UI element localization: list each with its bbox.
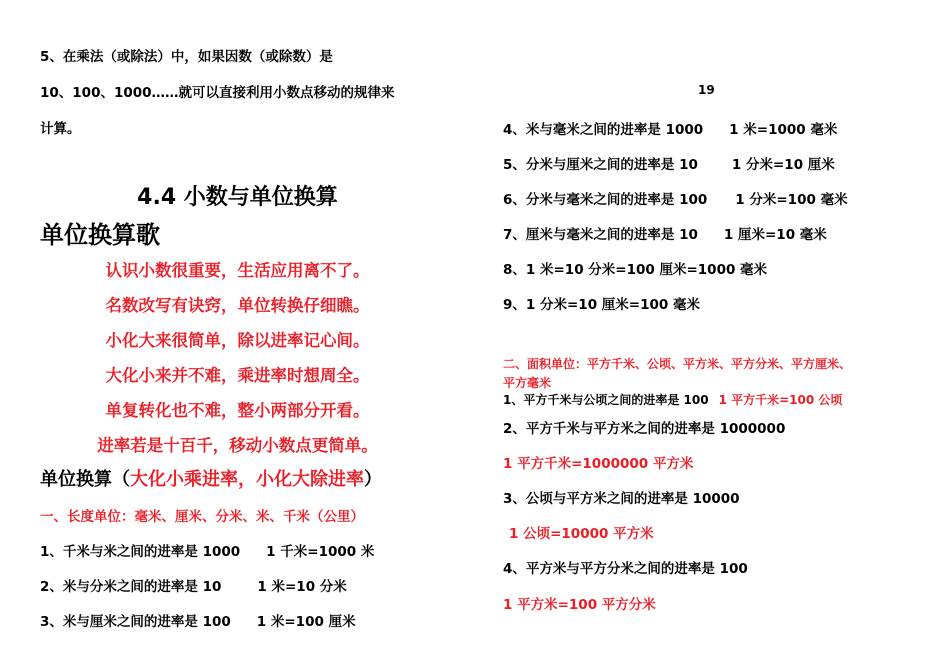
rule-suffix: ） [364, 469, 382, 490]
length-item-2-text: 2、米与分米之间的进率是 10 [40, 579, 222, 595]
area-item-1 [503, 391, 842, 408]
intro-line-3: 计算。 [40, 121, 81, 137]
area-item-4: 4、平方米与平方分米之间的进率是 100 [503, 561, 748, 577]
length-item-9: 9、1 分米=10 厘米=100 毫米 [503, 297, 700, 313]
area-item-2-eq: 1 平方千米=1000000 平方米 [503, 456, 694, 472]
length-item-5-text: 5、分米与厘米之间的进率是 10 [503, 157, 698, 173]
intro-line-2: 10、100、1000……就可以直接利用小数点移动的规律来 [40, 85, 395, 101]
length-item-2 [40, 575, 347, 595]
song-title: 单位换算歌 [40, 221, 160, 249]
area-item-3: 3、公顷与平方米之间的进率是 10000 [503, 491, 740, 507]
poem-line-3: 小化大来很简单，除以进率记心间。 [105, 331, 370, 350]
length-item-3-text: 3、米与厘米之间的进率是 100 [40, 614, 231, 630]
intro-line-1: 5、在乘法（或除法）中，如果因数（或除数）是 [40, 49, 333, 65]
length-units-heading: 一、长度单位：毫米、厘米、分米、米、千米（公里） [40, 509, 364, 525]
length-item-3 [40, 610, 356, 630]
area-units-heading-1: 二、面积单位：平方千米、公顷、平方米、平方分米、平方厘米、 [503, 357, 852, 371]
length-item-6 [503, 188, 848, 208]
area-units-heading-2: 平方毫米 [503, 376, 552, 390]
area-item-4-eq: 1 平方米=100 平方分米 [503, 597, 656, 613]
length-item-4 [503, 118, 837, 138]
poem-line-2: 名数改写有诀窍，单位转换仔细瞧。 [105, 296, 370, 315]
length-item-7-eq: 1 厘米=10 毫米 [723, 227, 827, 243]
poem-line-6: 进率若是十百千，移动小数点更简单。 [97, 436, 378, 455]
length-item-4-eq: 1 米=1000 毫米 [729, 122, 838, 138]
section-title: 4.4 小数与单位换算 [137, 185, 338, 210]
length-item-7-text: 7、厘米与毫米之间的进率是 10 [503, 227, 698, 243]
area-item-1-text: 1、平方千米与公顷之间的进率是 100 [503, 393, 709, 407]
length-item-1 [40, 540, 374, 560]
length-item-3-eq: 1 米=100 厘米 [256, 614, 356, 630]
length-item-8: 8、1 米=10 分米=100 厘米=1000 毫米 [503, 262, 768, 278]
length-item-4-text: 4、米与毫米之间的进率是 1000 [503, 122, 704, 138]
poem-line-1: 认识小数很重要，生活应用离不了。 [105, 261, 370, 280]
length-item-1-text: 1、千米与米之间的进率是 1000 [40, 544, 241, 560]
poem-line-5: 单复转化也不难，整小两部分开看。 [105, 401, 370, 420]
length-item-1-eq: 1 千米=1000 米 [266, 544, 375, 560]
length-item-6-eq: 1 分米=100 毫米 [735, 192, 848, 208]
length-item-5 [503, 153, 835, 173]
length-item-6-text: 6、分米与毫米之间的进率是 100 [503, 192, 708, 208]
area-item-2: 2、平方千米与平方米之间的进率是 1000000 [503, 421, 786, 437]
conversion-rule [40, 465, 382, 491]
area-item-1-eq: 1 平方千米=100 公顷 [718, 393, 843, 407]
poem-line-4: 大化小来并不难，乘进率时想周全。 [105, 366, 370, 385]
length-item-7 [503, 223, 827, 243]
rule-red-text: 大化小乘进率，小化大除进率 [130, 469, 364, 490]
area-item-3-eq: 1 公顷=10000 平方米 [509, 526, 654, 542]
length-item-5-eq: 1 分米=10 厘米 [731, 157, 835, 173]
page-number: 19 [698, 83, 715, 97]
length-item-2-eq: 1 米=10 分米 [257, 579, 347, 595]
rule-prefix: 单位换算（ [40, 469, 130, 490]
